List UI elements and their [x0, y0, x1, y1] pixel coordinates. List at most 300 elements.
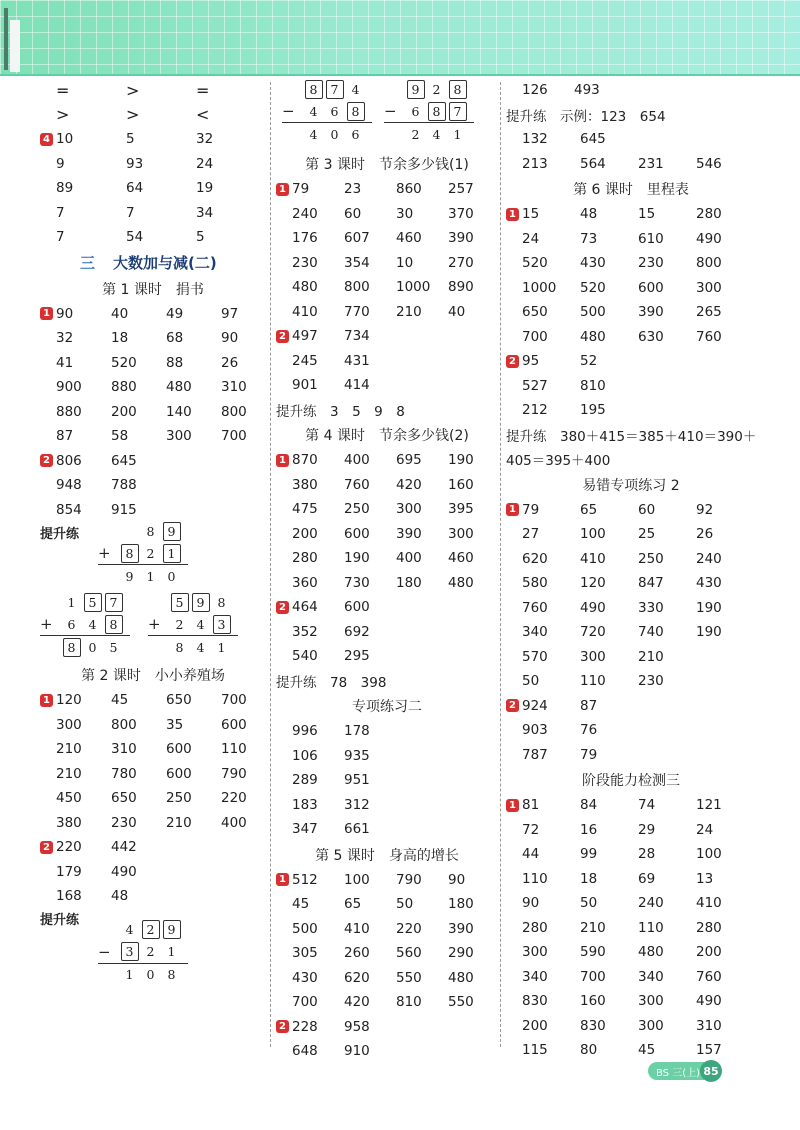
answer-cell: 300	[166, 428, 192, 445]
comparison-row	[40, 78, 266, 103]
answer-cell: 90	[522, 895, 540, 912]
answer-cell: 580	[522, 575, 548, 592]
vertical-calculation	[384, 78, 474, 145]
answer-cell: 490	[111, 863, 137, 880]
answer-row	[276, 1039, 498, 1064]
answer-cell: 414	[344, 377, 370, 394]
answer-cell: 210	[56, 765, 82, 782]
answer-row	[506, 940, 756, 965]
answer-cell: 310	[111, 741, 137, 758]
book-label: BS 三(上)	[648, 1062, 704, 1080]
question-number-badge: 1	[506, 503, 519, 516]
answer-cell: 110	[522, 870, 548, 887]
answer-cell: 1000	[396, 279, 431, 296]
answer-row	[506, 325, 756, 350]
answer-row	[506, 743, 756, 768]
digit: 4	[432, 126, 441, 142]
answer-cell: 120	[56, 692, 82, 709]
answer-row	[276, 275, 498, 300]
answer-cell: 106	[292, 747, 318, 764]
answer-cell: 890	[448, 279, 474, 296]
answer-row	[276, 571, 498, 596]
column-divider	[270, 82, 271, 1047]
answer-cell: 564	[580, 155, 606, 172]
section-title: 易错专项练习 2	[582, 477, 680, 494]
answer-row	[506, 867, 756, 892]
answer-cell: 661	[344, 821, 370, 838]
answer-row	[40, 713, 266, 738]
question-number-badge: 2	[276, 1020, 289, 1033]
answer-cell: 951	[344, 772, 370, 789]
answer-cell: 18	[111, 330, 129, 347]
answer-cell: 442	[111, 839, 137, 856]
answer-row	[40, 127, 266, 152]
digit: 1	[167, 944, 176, 959]
answer-cell: 903	[522, 722, 548, 739]
answer-cell: 497	[292, 328, 318, 345]
digit: 0	[167, 568, 176, 584]
answer-cell: 760	[696, 328, 722, 345]
answer-cell: 600	[344, 525, 370, 542]
lesson-title: 第 1 课时 捐书	[102, 281, 204, 298]
digit: 1	[146, 568, 155, 584]
filled-box-digit: 9	[192, 593, 210, 612]
answer-cell: 300	[448, 525, 474, 542]
operator-sign: −	[384, 102, 397, 120]
answer-row	[276, 300, 498, 325]
answer-cell: 7	[56, 204, 65, 221]
answer-cell: 35	[166, 716, 184, 733]
answer-cell: 901	[292, 377, 318, 394]
answer-cell: 720	[580, 624, 606, 641]
answer-row	[506, 989, 756, 1014]
digit: 9	[125, 568, 134, 584]
answer-cell: 734	[344, 328, 370, 345]
answer-row	[276, 349, 498, 374]
answer-cell: 195	[580, 402, 606, 419]
lesson-title: 第 5 课时 身高的增长	[315, 847, 459, 864]
answer-cell: 395	[448, 501, 474, 518]
answer-cell: 110	[638, 919, 664, 936]
answer-cell: 450	[56, 790, 82, 807]
answer-cell: 607	[344, 230, 370, 247]
answer-cell: 810	[580, 377, 606, 394]
digit: 6	[67, 616, 76, 632]
answer-cell: 400	[221, 814, 247, 831]
answer-cell: 50	[580, 895, 598, 912]
answer-cell: 26	[221, 354, 239, 371]
answer-cell: 10	[56, 131, 74, 148]
answer-row	[506, 965, 756, 990]
answer-cell: 110	[221, 741, 247, 758]
answer-row	[276, 817, 498, 842]
answer-cell: 480	[638, 944, 664, 961]
answer-cell: 48	[580, 206, 598, 223]
answer-cell: 231	[638, 155, 664, 172]
answer-cell: 121	[696, 797, 722, 814]
answer-cell: 431	[344, 352, 370, 369]
vertical-calculation	[282, 78, 372, 145]
answer-cell: 958	[344, 1018, 370, 1035]
answer-cell: 300	[56, 716, 82, 733]
answer-row	[276, 595, 498, 620]
answer-cell: 740	[638, 624, 664, 641]
answer-cell: 305	[292, 945, 318, 962]
digit: 1	[217, 639, 226, 655]
answer-cell: 120	[580, 575, 606, 592]
digit: 8	[167, 967, 176, 982]
answer-cell: 700	[522, 328, 548, 345]
answer-cell: 645	[580, 131, 606, 148]
answer-cell: 26	[696, 526, 714, 543]
answer-row	[506, 842, 756, 867]
digit: 8	[175, 639, 184, 655]
comparison-symbol: =	[196, 80, 210, 100]
answer-cell: 99	[580, 846, 598, 863]
answer-cell: 210	[580, 919, 606, 936]
answer-cell: 79	[580, 746, 598, 763]
answer-row	[506, 694, 756, 719]
answer-row	[276, 719, 498, 744]
answer-row	[276, 226, 498, 251]
lesson-title: 第 2 课时 小小养殖场	[81, 668, 225, 684]
answer-cell: 560	[396, 945, 422, 962]
comparison-row	[40, 103, 266, 128]
answer-cell: 32	[196, 131, 214, 148]
answer-cell: 265	[696, 304, 722, 321]
answer-cell: 806	[56, 452, 82, 469]
answer-cell: 60	[344, 205, 362, 222]
answer-cell: 210	[166, 814, 192, 831]
operator-sign: −	[98, 942, 111, 961]
answer-cell: 50	[396, 896, 414, 913]
answer-cell: 490	[696, 993, 722, 1010]
answer-cell: 475	[292, 501, 318, 518]
answer-cell: 97	[221, 305, 239, 322]
answer-row	[506, 202, 756, 227]
answer-cell: 546	[696, 155, 722, 172]
answer-cell: 5	[126, 131, 135, 148]
answer-cell: 180	[448, 896, 474, 913]
answer-cell: 58	[111, 428, 129, 445]
answer-cell: 29	[638, 821, 656, 838]
answer-row	[276, 1015, 498, 1040]
answer-cell: 650	[166, 692, 192, 709]
answer-cell: 410	[292, 303, 318, 320]
answer-row	[40, 498, 266, 523]
answer-cell: 7	[126, 204, 135, 221]
answer-cell: 692	[344, 623, 370, 640]
filled-box-digit: 8	[121, 544, 139, 563]
answer-cell: 270	[448, 254, 474, 271]
digit: 6	[411, 103, 420, 119]
answer-cell: 257	[448, 181, 474, 198]
answer-cell: 430	[696, 575, 722, 592]
vertical-calculation	[98, 919, 266, 986]
operator-sign: −	[282, 102, 295, 120]
answer-row	[506, 276, 756, 301]
digit: 8	[146, 523, 155, 539]
answer-column-1	[40, 78, 266, 986]
answer-row	[276, 793, 498, 818]
answer-cell: 760	[522, 599, 548, 616]
answer-cell: 300	[638, 1017, 664, 1034]
answer-row	[276, 177, 498, 202]
answer-cell: 18	[580, 870, 598, 887]
answer-cell: 700	[580, 968, 606, 985]
answer-cell: 178	[344, 723, 370, 740]
answer-cell: 630	[638, 328, 664, 345]
answer-cell: 200	[696, 944, 722, 961]
answer-row	[276, 251, 498, 276]
answer-cell: 15	[522, 206, 540, 223]
answer-cell: 300	[638, 993, 664, 1010]
unit-title	[40, 250, 266, 276]
answer-row	[40, 688, 266, 713]
filled-box-digit: 5	[171, 593, 189, 612]
answer-cell: 590	[580, 944, 606, 961]
answer-row	[506, 547, 756, 572]
answer-cell: 50	[522, 673, 540, 690]
digit	[119, 521, 140, 541]
answer-cell: 92	[696, 501, 714, 518]
answer-cell: 115	[522, 1042, 548, 1059]
answer-cell: 340	[522, 624, 548, 641]
answer-row	[506, 498, 756, 523]
answer-cell: 570	[522, 648, 548, 665]
filled-box-digit: 8	[305, 80, 323, 99]
answer-cell: 996	[292, 723, 318, 740]
digit: 1	[125, 967, 134, 982]
operator-sign: +	[148, 615, 161, 633]
answer-cell: 900	[56, 379, 82, 396]
unit-number: 三	[80, 254, 96, 272]
answer-row	[506, 916, 756, 941]
vertical-calculation	[98, 520, 266, 587]
answer-cell: 410	[344, 920, 370, 937]
filled-box-digit: 7	[105, 593, 123, 612]
filled-box-digit: 9	[163, 522, 181, 541]
answer-cell: 700	[221, 692, 247, 709]
answer-cell: 24	[196, 155, 214, 172]
binding-edge	[4, 8, 8, 70]
answer-cell: 157	[696, 1042, 722, 1059]
answer-cell: 213	[522, 155, 548, 172]
answer-cell: 430	[580, 255, 606, 272]
filled-box-digit: 8	[105, 615, 123, 634]
answer-cell: 830	[580, 1017, 606, 1034]
answer-cell: 79	[292, 181, 310, 198]
answer-cell: 27	[522, 526, 540, 543]
answer-cell: 860	[396, 181, 422, 198]
answer-row	[506, 227, 756, 252]
comparison-symbol: =	[56, 80, 70, 100]
answer-cell: 132	[522, 131, 548, 148]
answer-cell: 600	[166, 741, 192, 758]
unit-name: 大数加与减(二)	[113, 254, 217, 272]
answer-cell: 700	[292, 994, 318, 1011]
answer-cell: 540	[292, 648, 318, 665]
filled-box-digit: 7	[326, 80, 344, 99]
answer-row	[276, 373, 498, 398]
question-number-badge: 2	[506, 699, 519, 712]
answer-cell: 49	[166, 305, 184, 322]
answer-row	[40, 302, 266, 327]
answer-cell: 760	[344, 476, 370, 493]
answer-cell: 7	[56, 229, 65, 246]
answer-cell: 126	[522, 82, 548, 99]
digit: 5	[109, 639, 118, 655]
answer-row	[276, 966, 498, 991]
answer-cell: 212	[522, 402, 548, 419]
answer-cell: 250	[638, 550, 664, 567]
answer-cell: 480	[292, 279, 318, 296]
answer-cell: 600	[638, 279, 664, 296]
answer-cell: 280	[696, 919, 722, 936]
answer-cell: 45	[638, 1042, 656, 1059]
answer-cell: 40	[111, 305, 129, 322]
digit: 8	[217, 594, 226, 610]
answer-cell: 23	[344, 181, 362, 198]
lesson-title: 第 6 课时 里程表	[573, 182, 689, 198]
answer-cell: 420	[344, 994, 370, 1011]
answer-row	[40, 152, 266, 177]
question-number-badge: 1	[40, 307, 53, 320]
answer-row	[276, 941, 498, 966]
digit: 0	[88, 639, 97, 655]
answer-cell: 190	[448, 452, 474, 469]
answer-row	[276, 448, 498, 473]
answer-row	[506, 398, 756, 423]
answer-cell: 230	[638, 255, 664, 272]
answer-cell: 935	[344, 747, 370, 764]
answer-cell: 620	[522, 550, 548, 567]
answer-cell: 352	[292, 623, 318, 640]
answer-cell: 300	[396, 501, 422, 518]
answer-row	[276, 744, 498, 769]
answer-cell: 520	[522, 255, 548, 272]
answer-cell: 19	[196, 180, 214, 197]
answer-row	[276, 892, 498, 917]
answer-cell: 200	[111, 403, 137, 420]
answer-cell: 79	[522, 501, 540, 518]
digit: 2	[146, 545, 155, 561]
answer-cell: 73	[580, 230, 598, 247]
digit: 6	[330, 103, 339, 119]
answer-row	[40, 835, 266, 860]
filled-box-digit: 5	[84, 593, 102, 612]
answer-cell: 210	[396, 303, 422, 320]
question-number-badge: 1	[40, 694, 53, 707]
answer-cell: 280	[522, 919, 548, 936]
question-number-badge: 1	[276, 873, 289, 886]
comparison-symbol: >	[56, 105, 70, 125]
question-number-badge: 4	[40, 133, 53, 146]
digit: 4	[309, 103, 318, 119]
answer-cell: 16	[580, 821, 598, 838]
question-number-badge: 2	[506, 355, 519, 368]
answer-cell: 65	[344, 896, 362, 913]
answer-cell: 370	[448, 205, 474, 222]
answer-cell: 190	[344, 550, 370, 567]
answer-cell: 230	[111, 814, 137, 831]
operator-sign: +	[98, 544, 111, 562]
answer-cell: 300	[580, 648, 606, 665]
answer-cell: 76	[580, 722, 598, 739]
answer-cell: 400	[396, 550, 422, 567]
answer-cell: 13	[696, 870, 714, 887]
answer-cell: 340	[522, 968, 548, 985]
answer-cell: 176	[292, 230, 318, 247]
answer-cell: 480	[166, 379, 192, 396]
answer-cell: 390	[396, 525, 422, 542]
answer-cell: 924	[522, 697, 548, 714]
answer-cell: 800	[221, 403, 247, 420]
answer-cell: 45	[292, 896, 310, 913]
answer-row	[40, 400, 266, 425]
answer-row	[40, 424, 266, 449]
answer-cell: 464	[292, 599, 318, 616]
answer-cell: 228	[292, 1018, 318, 1035]
filled-box-digit: 7	[449, 102, 467, 121]
answer-cell: 430	[292, 969, 318, 986]
answer-cell: 410	[580, 550, 606, 567]
answer-row	[276, 497, 498, 522]
answer-column-3	[506, 78, 756, 1063]
answer-cell: 32	[56, 330, 74, 347]
answer-row	[506, 374, 756, 399]
answer-cell: 550	[448, 994, 474, 1011]
practice-answer: 提升练 示例：123 654	[506, 108, 666, 125]
answer-cell: 400	[344, 452, 370, 469]
answer-cell: 780	[111, 765, 137, 782]
question-number-badge: 1	[276, 183, 289, 196]
answer-cell: 800	[344, 279, 370, 296]
lesson-title: 第 4 课时 节余多少钱(2)	[305, 428, 469, 444]
answer-row	[40, 786, 266, 811]
answer-cell: 250	[344, 501, 370, 518]
answer-cell: 250	[166, 790, 192, 807]
answer-cell: 5	[196, 229, 205, 246]
answer-cell: 695	[396, 452, 422, 469]
answer-cell: 460	[396, 230, 422, 247]
answer-cell: 160	[448, 476, 474, 493]
answer-cell: 95	[522, 353, 540, 370]
answer-cell: 1000	[522, 279, 557, 296]
question-number-badge: 1	[506, 208, 519, 221]
answer-row	[276, 768, 498, 793]
question-number-badge: 2	[40, 841, 53, 854]
answer-cell: 527	[522, 377, 548, 394]
answer-cell: 100	[696, 846, 722, 863]
filled-box-digit: 3	[213, 615, 231, 634]
answer-cell: 72	[522, 821, 540, 838]
answer-row	[276, 324, 498, 349]
answer-cell: 310	[221, 379, 247, 396]
digit: 4	[88, 616, 97, 632]
answer-cell: 60	[638, 501, 656, 518]
answer-row	[40, 762, 266, 787]
answer-cell: 520	[580, 279, 606, 296]
filled-box-digit: 3	[121, 942, 139, 961]
answer-cell: 847	[638, 575, 664, 592]
answer-cell: 645	[111, 452, 137, 469]
answer-cell: 460	[448, 550, 474, 567]
practice-label: 提升练	[40, 526, 80, 542]
answer-cell: 210	[638, 648, 664, 665]
answer-cell: 770	[344, 303, 370, 320]
answer-cell: 69	[638, 870, 656, 887]
